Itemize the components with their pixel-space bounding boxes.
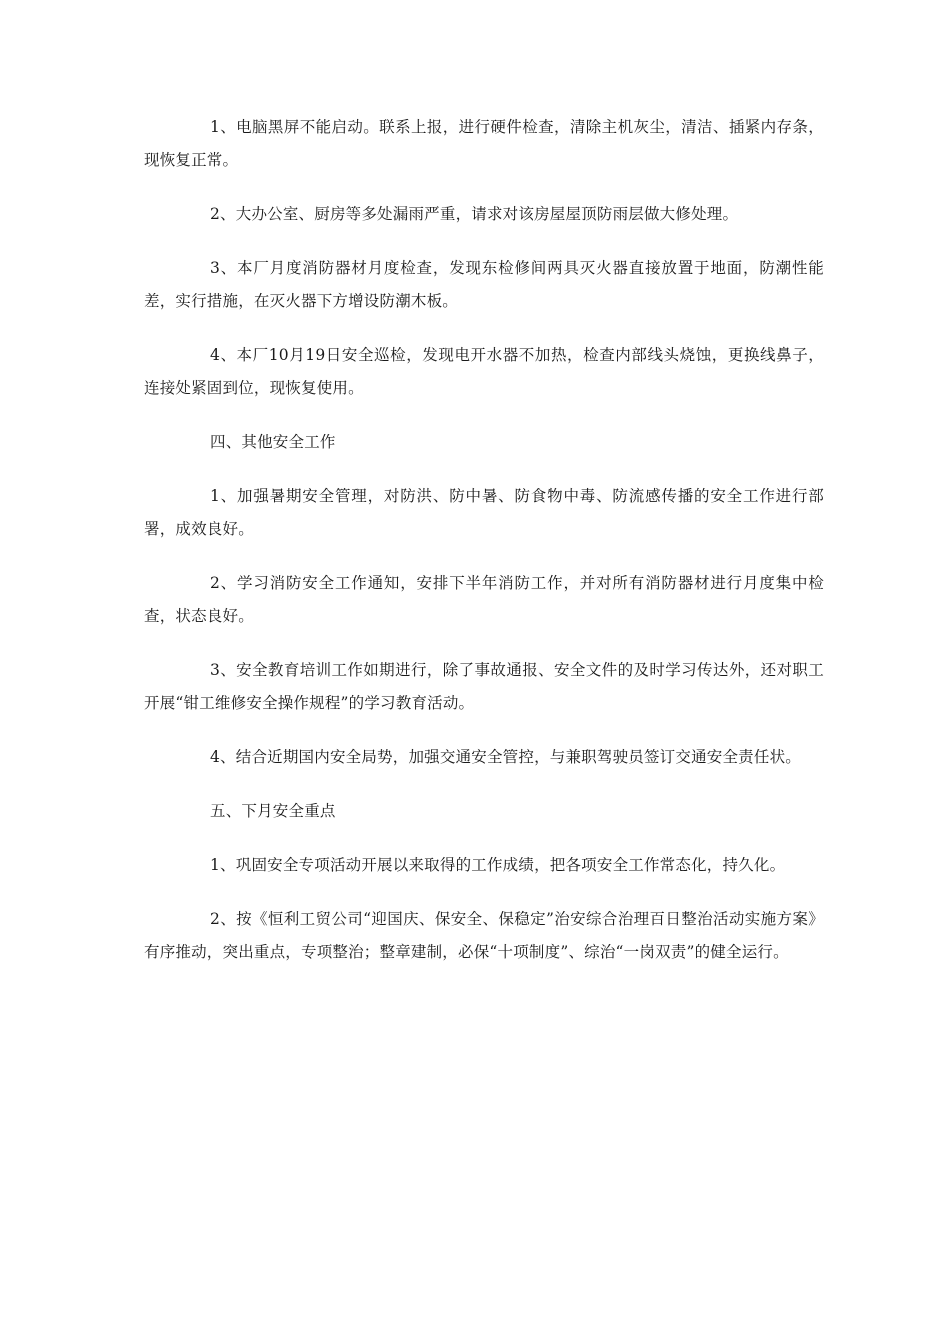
section5-item-1: 1、巩固安全专项活动开展以来取得的工作成绩，把各项安全工作常态化，持久化。 (210, 856, 786, 874)
section4-item-1: 1、加强暑期安全管理，对防洪、防中暑、防食物中毒、防流感传播的安全工作进行部署，成效良好。 (144, 487, 824, 538)
section4-item-3: 3、安全教育培训工作如期进行，除了事故通报、安全文件的及时学习传达外，还对职工开展“钳工维修安全操作规程”的学习教育活动。 (144, 661, 824, 712)
section3-item-4: 4、本厂10月19日安全巡检，发现电开水器不加热，检查内部线头烧蚀，更换线鼻子，连接处紧固到位，现恢复使用。 (144, 346, 824, 397)
section5-heading: 五、下月安全重点 (210, 802, 336, 820)
section3-item-3: 3、本厂月度消防器材月度检查，发现东检修间两具灭火器直接放置于地面，防潮性能差，实行措施，在灭火器下方增设防潮木板。 (144, 259, 824, 310)
section4-item-2: 2、学习消防安全工作通知，安排下半年消防工作，并对所有消防器材进行月度集中检查，状态良好。 (144, 574, 824, 625)
section5-item-2: 2、按《恒利工贸公司“迎国庆、保安全、保稳定”治安综合治理百日整治活动实施方案》有序推动，突出重点，专项整治；整章建制，必保“十项制度”、综治“一岗双责”的健全运行。 (144, 910, 824, 961)
section4-heading: 四、其他安全工作 (210, 433, 336, 451)
section3-item-1: 1、电脑黑屏不能启动。联系上报，进行硬件检查，清除主机灰尘，清洁、插紧内存条，现恢复正常。 (144, 118, 824, 169)
section4-item-4: 4、结合近期国内安全局势，加强交通安全管控，与兼职驾驶员签订交通安全责任状。 (210, 748, 801, 766)
section3-item-2: 2、大办公室、厨房等多处漏雨严重，请求对该房屋屋顶防雨层做大修处理。 (210, 205, 739, 223)
document-body (144, 111, 824, 990)
